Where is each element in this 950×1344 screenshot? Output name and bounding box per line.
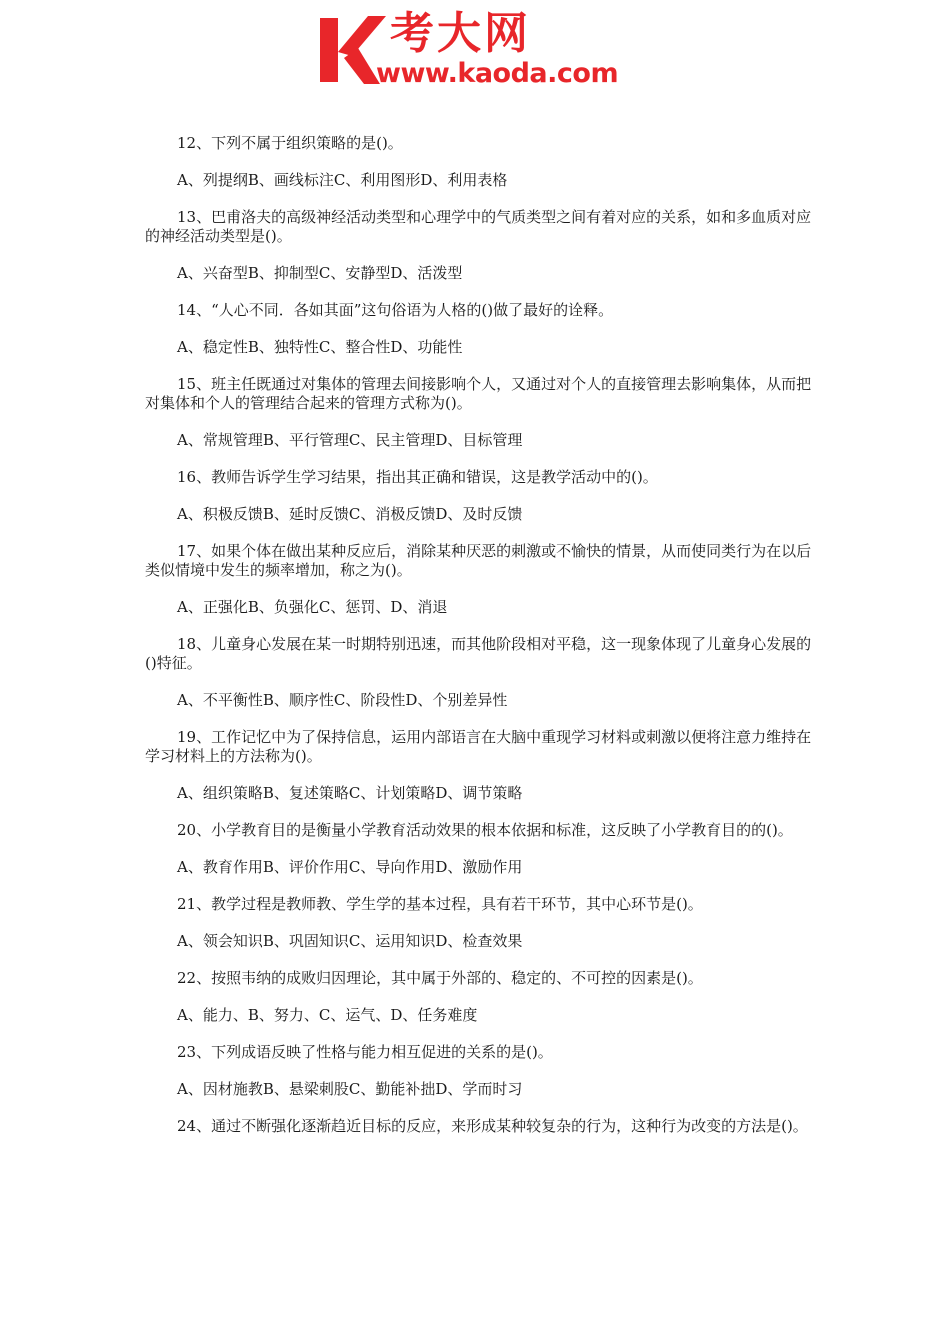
question-18: 18、儿童身心发展在某一时期特别迅速，而其他阶段相对平稳，这一现象体现了儿童身心发展的()特征。 xyxy=(145,635,812,672)
question-list xyxy=(145,134,817,1154)
kaoda-logo xyxy=(318,8,648,92)
question-16: 16、教师告诉学生学习结果，指出其正确和错误，这是教学活动中的()。 xyxy=(177,468,658,486)
question-19: 19、工作记忆中为了保持信息，运用内部语言在大脑中重现学习材料或刺激以便将注意力维持在学习材料上的方法称为()。 xyxy=(145,728,812,765)
question-17: 17、如果个体在做出某种反应后，消除某种厌恶的刺激或不愉快的情景，从而使同类行为在以后类似情境中发生的频率增加，称之为()。 xyxy=(145,542,812,579)
question-22: 22、按照韦纳的成败归因理论，其中属于外部的、稳定的、不可控的因素是()。 xyxy=(177,969,703,987)
question-14: 14、“人心不同．各如其面”这句俗语为人格的()做了最好的诠释。 xyxy=(177,301,614,319)
options-17: A、正强化B、负强化C、惩罚、D、消退 xyxy=(177,598,448,616)
question-24: 24、通过不断强化逐渐趋近目标的反应，来形成某种较复杂的行为，这种行为改变的方法是()。 xyxy=(177,1117,808,1135)
options-14: A、稳定性B、独特性C、整合性D、功能性 xyxy=(177,338,463,356)
logo-chinese-name: 考大网 xyxy=(390,8,531,59)
options-18: A、不平衡性B、顺序性C、阶段性D、个别差异性 xyxy=(177,691,508,709)
options-19: A、组织策略B、复述策略C、计划策略D、调节策略 xyxy=(177,784,523,802)
options-12: A、列提纲B、画线标注C、利用图形D、利用表格 xyxy=(177,171,508,189)
question-13: 13、巴甫洛夫的高级神经活动类型和心理学中的气质类型之间有着对应的关系，如和多血质对应的神经活动类型是()。 xyxy=(145,208,812,245)
question-15: 15、班主任既通过对集体的管理去间接影响个人，又通过对个人的直接管理去影响集体，从而把对集体和个人的管理结合起来的管理方式称为()。 xyxy=(145,375,812,412)
options-13: A、兴奋型B、抑制型C、安静型D、活泼型 xyxy=(177,264,463,282)
logo-url: www.kaoda.com xyxy=(376,58,619,89)
options-16: A、积极反馈B、延时反馈C、消极反馈D、及时反馈 xyxy=(177,505,523,523)
question-21: 21、教学过程是教师教、学生学的基本过程，具有若干环节，其中心环节是()。 xyxy=(177,895,703,913)
options-15: A、常规管理B、平行管理C、民主管理D、目标管理 xyxy=(177,431,523,449)
question-23: 23、下列成语反映了性格与能力相互促进的关系的是()。 xyxy=(177,1043,553,1061)
options-21: A、领会知识B、巩固知识C、运用知识D、检查效果 xyxy=(177,932,523,950)
options-23: A、因材施教B、悬梁刺股C、勤能补拙D、学而时习 xyxy=(177,1080,523,1098)
question-20: 20、小学教育目的是衡量小学教育活动效果的根本依据和标准，这反映了小学教育目的的()。 xyxy=(177,821,793,839)
options-22: A、能力、B、努力、C、运气、D、任务难度 xyxy=(177,1006,478,1024)
options-20: A、教育作用B、评价作用C、导向作用D、激励作用 xyxy=(177,858,523,876)
question-12: 12、下列不属于组织策略的是()。 xyxy=(177,134,403,152)
